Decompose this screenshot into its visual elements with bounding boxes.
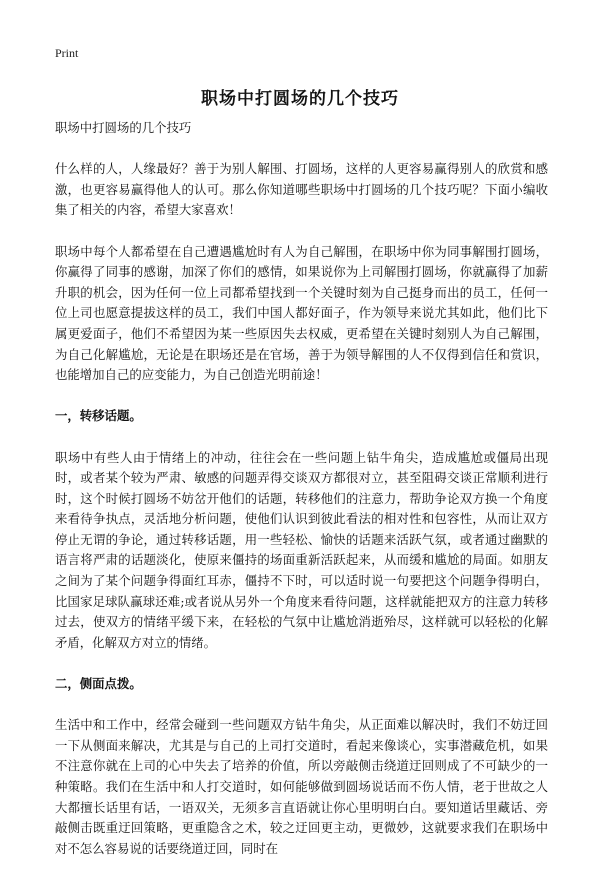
main-paragraph: 职场中每个人都希望在自己遭遇尴尬时有人为自己解围，在职场中你为同事解围打圆场，你赢得了同事的感谢，加深了你们的感情，如果说你为上司解围打圆场，你就赢得了加薪升职的机会，因为任何一位上司都希望找到一个关键时刻为自己挺身而出的员工，任何一位上司也愿意提拔这样的员工，我们中国人都好面子，作为领导来说尤其如此，他们比下属更爱面子，他们不希望因为某一些原因失去权威，更希望在关键时刻别人为自己解围，为自己化解尴尬，无论是在职场还是在官场，善于为领导解围的人不仅得到信任和赏识，也能增加自己的应变能力，为自己创造光明前途！ — [55, 243, 548, 383]
article-body — [55, 118, 548, 880]
section-heading-1: 一，转移话题。 — [55, 408, 142, 424]
section-heading-2: 二，侧面点拨。 — [55, 676, 142, 692]
print-link[interactable]: Print — [55, 46, 79, 60]
intro-paragraph: 什么样的人，人缘最好？善于为别人解围、打圆场，这样的人更容易赢得别人的欣赏和感激，也更容易赢得他人的认可。那么你知道哪些职场中打圆场的几个技巧呢？下面小编收集了相关的内容，希望大家喜欢！ — [55, 161, 548, 218]
section-body-1: 职场中有些人由于情绪上的冲动，往往会在一些问题上钻牛角尖，造成尴尬或僵局出现时，或者某个较为严肃、敏感的问题弄得交谈双方都很对立，甚至阻碍交谈正常顺利进行时，这个时候打圆场不妨岔开他们的话题，转移他们的注意力，帮助争论双方换一个角度来看待争执点，灵活地分析问题，使他们认识到彼此看法的相对性和包容性，从而让双方停止无谓的争论，通过转移话题，用一些轻松、愉快的话题来活跃气氛，或者通过幽默的语言将严肃的话题淡化，使原来僵持的场面重新活跃起来，从而缓和尴尬的局面。如朋友之间为了某个问题争得面红耳赤，僵持不下时，可以适时说一句要把这个问题争得明白，比国家足球队赢球还难;或者说从另外一个角度来看待问题，这样就能把双方的注意力转移过去，使双方的情绪平缓下来，在轻松的气氛中让尴尬消逝殆尽，这样就可以轻松的化解矛盾，化解双方对立的情绪。 — [55, 449, 548, 650]
page-title: 职场中打圆场的几个技巧 — [201, 89, 399, 109]
article-subtitle: 职场中打圆场的几个技巧 — [55, 120, 192, 135]
section-body-2: 生活中和工作中，经常会碰到一些问题双方钻牛角尖，从正面难以解决时，我们不妨迂回一下从侧面来解决，尤其是与自己的上司打交道时，看起来像谈心，实事潜藏危机，如果不注意你就在上司的心中失去了培养的价值，所以旁敲侧击绕道迂回则成了不可缺少的一种策略。我们在生活中和人打交道时，如何能够做到圆场说话而不伤人情，老于世故之人大都擅长话里有话，一语双关，无须多言直语就让你心里明明白白。要知道话里藏话、旁敲侧击既重迂回策略，更重隐含之术，较之迂回更主动，更微妙，这就要求我们在职场中对不怎么容易说的话要绕道迂回，同时在 — [55, 717, 548, 856]
